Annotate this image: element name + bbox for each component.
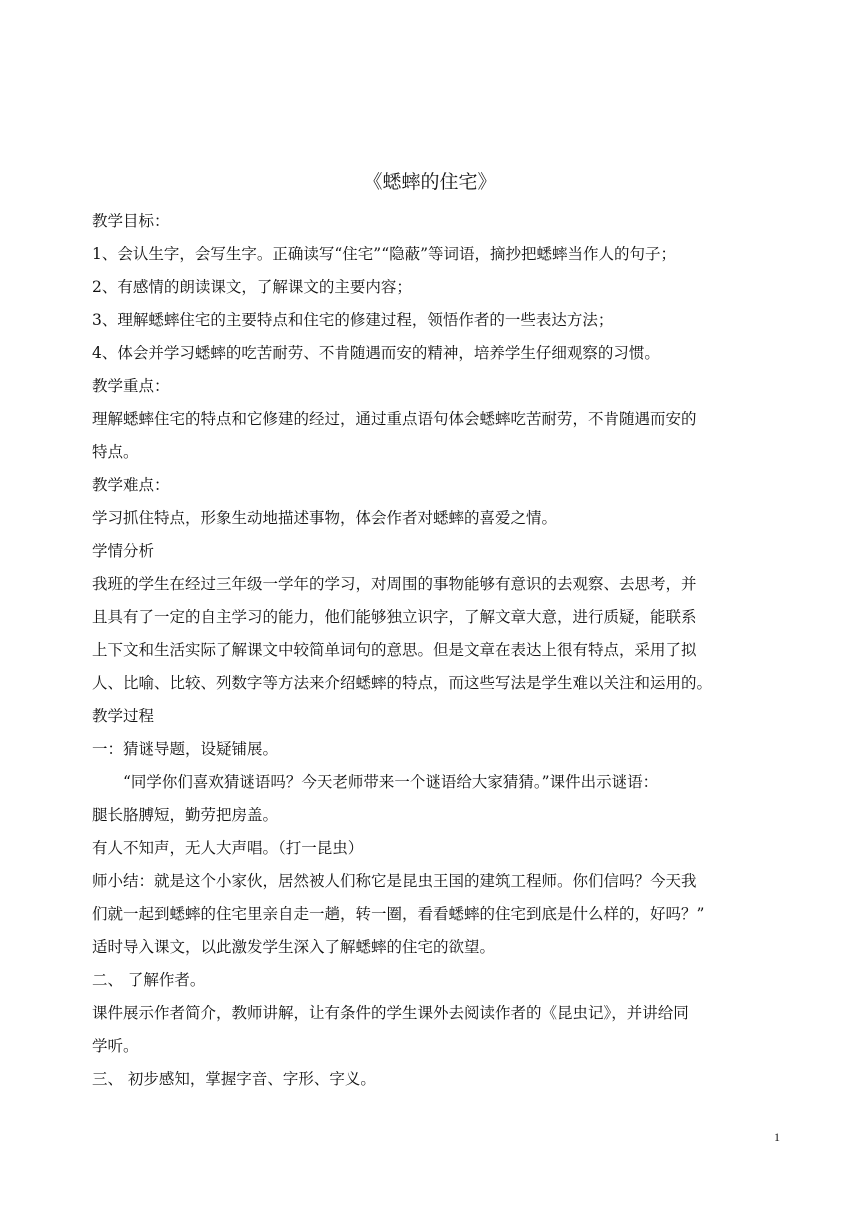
section-heading-objectives: 教学目标：: [92, 212, 170, 230]
section-heading-difficulties: 教学难点：: [92, 476, 170, 494]
section-heading-key-points: 教学重点：: [92, 377, 170, 395]
student-analysis-line-1: 我班的学生在经过三年级一学年的学习，对周围的事物能够有意识的去观察、去思考，并: [92, 575, 697, 593]
student-analysis-line-2: 且具有了一定的自主学习的能力，他们能够独立识字，了解文章大意，进行质疑，能联系: [92, 608, 697, 626]
process-step-3-heading: 三、 初步感知，掌握字音、字形、字义。: [92, 1070, 376, 1088]
objective-item-3: 3、理解蟋蟀住宅的主要特点和住宅的修建过程，领悟作者的一些表达方法；: [92, 311, 614, 329]
student-analysis-line-4: 人、比喻、比较、列数字等方法来介绍蟋蟀的特点，而这些写法是学生难以关注和运用的。: [92, 674, 713, 692]
document-title: 《蟋蟀的住宅》: [363, 171, 497, 193]
difficulties-line: 学习抓住特点，形象生动地描述事物，体会作者对蟋蟀的喜爱之情。: [92, 509, 558, 527]
process-step-1-heading: 一：猜谜导题，设疑铺展。: [92, 740, 279, 758]
objective-item-4: 4、体会并学习蟋蟀的吃苦耐劳、不肯随遇而安的精神，培养学生仔细观察的习惯。: [92, 344, 660, 362]
section-heading-student-analysis: 学情分析: [92, 542, 155, 560]
key-points-line-1: 理解蟋蟀住宅的特点和它修建的经过，通过重点语句体会蟋蟀吃苦耐劳，不肯随遇而安的: [92, 410, 697, 428]
riddle-line-2: 有人不知声，无人大声唱。（打一昆虫）: [92, 839, 364, 857]
author-intro-line-1: 课件展示作者简介，教师讲解，让有条件的学生课外去阅读作者的《昆虫记》，并讲给同: [92, 1004, 689, 1022]
section-heading-process: 教学过程: [92, 707, 155, 725]
page-number: 1: [774, 1130, 780, 1144]
teacher-summary-line-3: 适时导入课文，以此激发学生深入了解蟋蟀的住宅的欲望。: [92, 938, 496, 956]
riddle-line-1: 腿长胳膊短，勤劳把房盖。: [92, 806, 279, 824]
student-analysis-line-3: 上下文和生活实际了解课文中较简单词句的意思。但是文章在表达上很有特点，采用了拟: [92, 641, 697, 659]
process-step-2-heading: 二、 了解作者。: [92, 971, 206, 989]
objective-item-2: 2、有感情的朗读课文，了解课文的主要内容；: [92, 278, 412, 296]
objective-item-1: 1、会认生字，会写生字。正确读写“住宅”“隐蔽”等词语，摘抄把蟋蟀当作人的句子；: [92, 245, 677, 263]
teacher-summary-line-2: 们就一起到蟋蟀的住宅里亲自走一趟，转一圈，看看蟋蟀的住宅到底是什么样的，好吗？”: [92, 905, 705, 923]
document-body: [92, 205, 782, 1096]
teacher-summary-line-1: 师小结：就是这个小家伙，居然被人们称它是昆虫王国的建筑工程师。你们信吗？今天我: [92, 872, 697, 890]
author-intro-line-2: 学听。: [92, 1037, 139, 1055]
riddle-intro-line: “同学你们喜欢猜谜语吗？今天老师带来一个谜语给大家猜猜。”课件出示谜语：: [123, 773, 659, 791]
key-points-line-2: 特点。: [92, 443, 139, 461]
